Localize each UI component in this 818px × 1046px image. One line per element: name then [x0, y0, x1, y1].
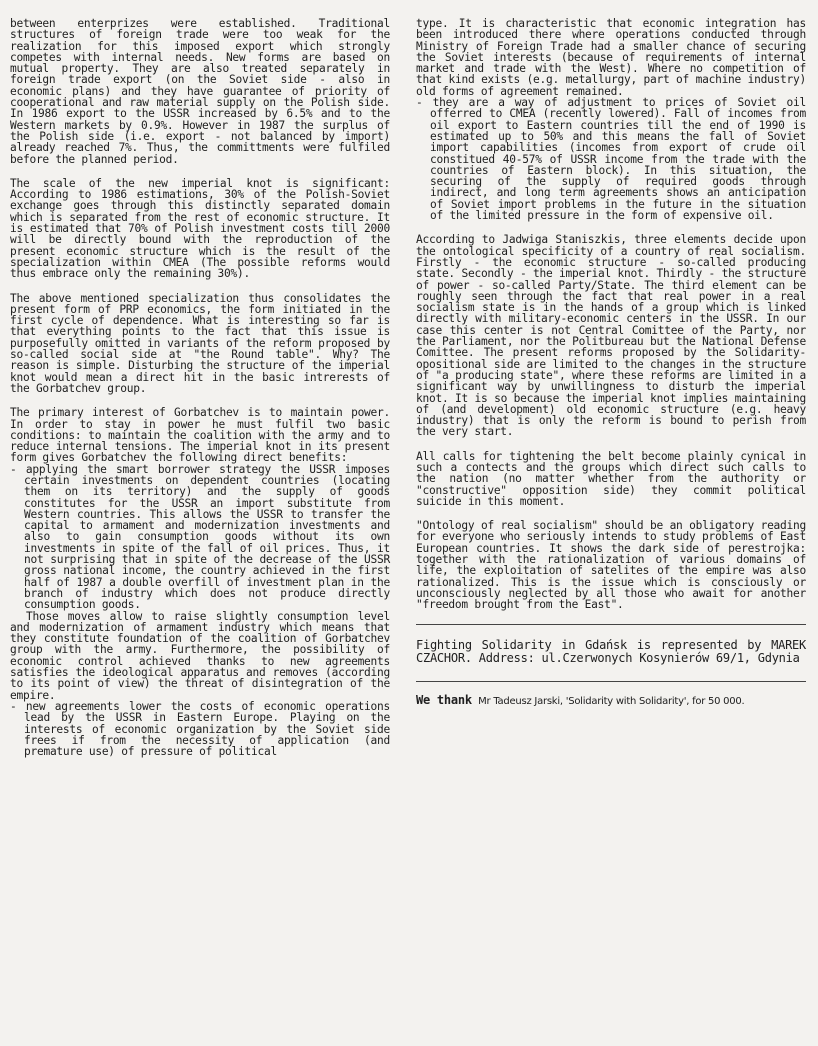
paragraph-imperial-knot-scale: The scale of the new imperial knot is significant: According to 1986 estimations, 30% of the Polish-Soviet exchange goes through this distinctly separated domain which is separated from the rest of economic structure. It is estimated that 70% of Polish investment costs till 2000 will be directly bound with the reproduction of the present economic structure which is the result of the specialization within CMEA (The possible reforms would thus embrace only the remaining 30%). [10, 176, 390, 281]
benefits-list [10, 464, 390, 611]
paragraph-ontology: "Ontology of real socialism" should be an obligatory reading for everyone who seriously intends to study problems of East European countries. It shows the dark side of perestrojka: together with the rationalization of various domains of life, the exploitation of satelites of the empire was also rationalized. This is the issue which is consciously or unconsciously neglected by all those who await for another "freedom brought from the East". [416, 519, 806, 612]
right-column [416, 18, 806, 708]
divider-bottom [416, 681, 806, 682]
divider-top [416, 624, 806, 625]
thanks-bold: We thank [416, 692, 472, 707]
paragraph-staniszkis: According to Jadwiga Staniszkis, three elements decide upon the ontological specificity of a country of real socialism. Firstly - the economic structure - so-called producing state. Secondly - the imperial knot. Thirdly - the structure of power - so-called Party/State. The third element can be roughly seen through the fact that real power in a real socialism state is in the hands of a group which is linked directly with military-economic centers in the USSR. In our case this center is not Central Comittee of the Party, nor the Parliament, nor the Politbureau but the National Defense Comittee. The present reforms proposed by the Solidarity-opositional side are limited to the changes in the structure of "a producing state", where these reforms are limited in a significant way by unwillingness to disturb the imperial knot. It is so because the imperial knot implies maintaining of (and development) old economic structure (e.g. heavy industry) that is only the reform is bound to perish from the very start. [416, 233, 806, 439]
left-column [10, 18, 390, 757]
thanks-text: Mr Tadeusz Jarski, 'Solidarity with Solidarity', for 50 000. [478, 695, 745, 707]
paragraph-specialization: The above mentioned specialization thus consolidates the present form of PRP economics, the form initiated in the first cycle of dependence. What is interesting so far is that everything points to the fact that this issue is purposefully omitted in variants of the reform proposed by so-called social side at "the Round table". Why? The reason is simple. Disturbing the structure of the imperial knot would mean a direct hit in the basic intrerests of the Gorbatchev group. [10, 291, 390, 395]
oil-list [416, 97, 806, 221]
representative-notice: Fighting Solidarity in Gdańsk is represented by MAREK CZACHOR. Address: ul.Czerwonych Kosynierów 69/1, Gdynia [416, 637, 806, 665]
thanks-note [416, 694, 806, 708]
paragraph-tightening-belt: All calls for tightening the belt become plainly cynical in such a contects and the groups which direct such calls to the nation (no matter whether from the authority or "constructive" opposition side) they commit political suicide in this moment. [416, 449, 806, 508]
paragraph-consumption: Those moves allow to raise slightly consumption level and modernization of armament industry which means that they constitute foundation of the coalition of Gorbatchev group with the army. Furthermore, the possibility of economic control achieved thanks to new agreements satisfies the ideological apparatus and removes (according to its point of view) the threat of disintegration of the empire. [10, 609, 390, 702]
benefits-list-cont [10, 701, 390, 757]
paragraph-gorbatchev-interest: The primary interest of Gorbatchev is to maintain power. In order to stay in power he must fulfil two basic conditions: to maintain the coalition with the army and to reduce internal tensions. The imperial knot in its present form gives Gorbatchev the following direct benefits: [10, 406, 390, 465]
benefit-lower-costs: - new agreements lower the costs of economic operations lead by the USSR in Eastern Europe. Playing on the interests of economic organization by the Soviet side frees if from the necessity of application (and premature use) of pressure of political [10, 701, 390, 757]
paragraph-export: between enterprizes were established. Traditional structures of foreign trade were too weak for the realization for this imposed export which strongly competes with internal needs. New forms are based on mutual property. They are also treated separately in foreign trade export (on the Soviet side - also in economic plans) and they have guarantee of priority of cooperational and raw material supply on the Polish side. In 1986 export to the USSR increased by 6.5% and to the Western markets by 0.9%. However in 1987 the surplus of the Polish side (i.e. export - not balanced by import) already reached 7%. Thus, the committments were fulfiled before the planned period. [10, 17, 390, 166]
paragraph-integration: type. It is characteristic that economic integration has been introduced there where operations conducted through Ministry of Foreign Trade had a smaller chance of securing the Soviet interests (because of requirements of internal market and trade with the West). Where no competition of that kind exists (e.g. metallurgy, part of machine industry) old forms of agreement remained. [416, 17, 806, 98]
benefit-smart-borrower: - applying the smart borrower strategy the USSR imposes certain investments on dependent countries (locating them on its territory) and the supply of goods constitutes for the USSR an import substitute from Western countries. This allows the USSR to transfer the capital to armament and modernization investments and also to gain consumption goods without its own investments in spite of the fall of oil prices. Thus, it not surprising that in spite of the decrease of the USSR gross national income, the country achieved in the first half of 1987 a double overfill of investment plan in the branch of industry which does not produce directly consumption goods. [10, 464, 390, 611]
item-soviet-oil: - they are a way of adjustment to prices of Soviet oil offerred to CMEA (recently lowered). Fall of incomes from oil export to Eastern countries till the end of 1990 is estimated up to 50% and this means the fall of Soviet import capabilities (incomes from export of crude oil constitued 40-57% of USSR income from the trade with the countries of Eastern block). In this situation, the securing of the supply of required goods through indirect, and long term agreements shows an anticipation of Soviet import problems in the future in the situation of the limited pressure in the form of expensive oil. [416, 97, 806, 221]
